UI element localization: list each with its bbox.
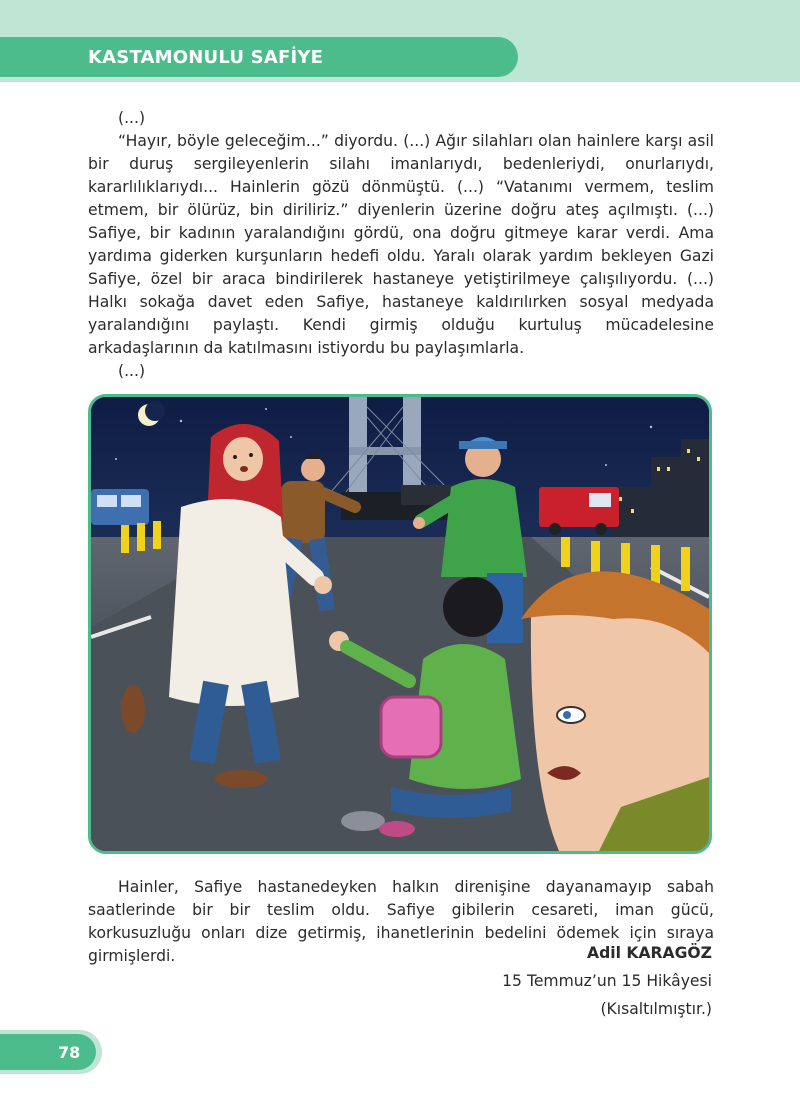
ellipsis-open: (...) (118, 109, 146, 127)
page-number: 78 (0, 1034, 96, 1070)
story-passage-top (88, 107, 714, 383)
story-paragraph: “Hayır, böyle geleceğim...” diyordu. (...) Ağır silahları olan hainlere karşı asil bir duruş sergileyenlerin silahı imanlarıydı, bedenleriydi, onurlarıydı, kararlılıklarıydı... Hainlerin gözü dönmüştü. (...) “Vatanımı vermem, teslim etmem, bir ölürüz, bin diriliriz.” diyenlerin üzerine doğru ateş açılmıştı. (...) Safiye, bir kadının yaralandığını gördü, ona doğru gitmeye karar verdi. Ama yardıma giderken kurşunların hedefi oldu. Yaralı olarak yardım bekleyen Gazi Safiye, özel bir araca bindirilerek hastaneye yetiştirilmeye çalışılıyordu. (...) Halkı sokağa davet eden Safiye, hastaneye kaldırılırken sosyal medyada yaralandığını paylaştı. Kendi girmiş olduğu kurtuluş mücadelesine arkadaşlarının da katılmasını istiyordu bu paylaşımlarla. (88, 132, 714, 357)
ellipsis-close: (...) (118, 362, 146, 380)
author-name: Adil KARAGÖZ (587, 944, 712, 962)
book-source: 15 Temmuz’un 15 Hikâyesi (502, 972, 712, 990)
abridged-note: (Kısaltılmıştır.) (600, 1000, 712, 1018)
chapter-title: KASTAMONULU SAFİYE (0, 37, 518, 77)
story-illustration (88, 394, 712, 854)
closing-paragraph: Hainler, Safiye hastanedeyken halkın direnişine dayanamayıp sabah saatlerinde bir bir teslim oldu. Safiye gibilerin cesareti, iman gücü, korkusuzluğu onları dize getirmiş, ihanetlerinin bedelini ödemek için sıraya girmişlerdi. (88, 878, 714, 965)
boy-closeup-figure (521, 571, 709, 851)
